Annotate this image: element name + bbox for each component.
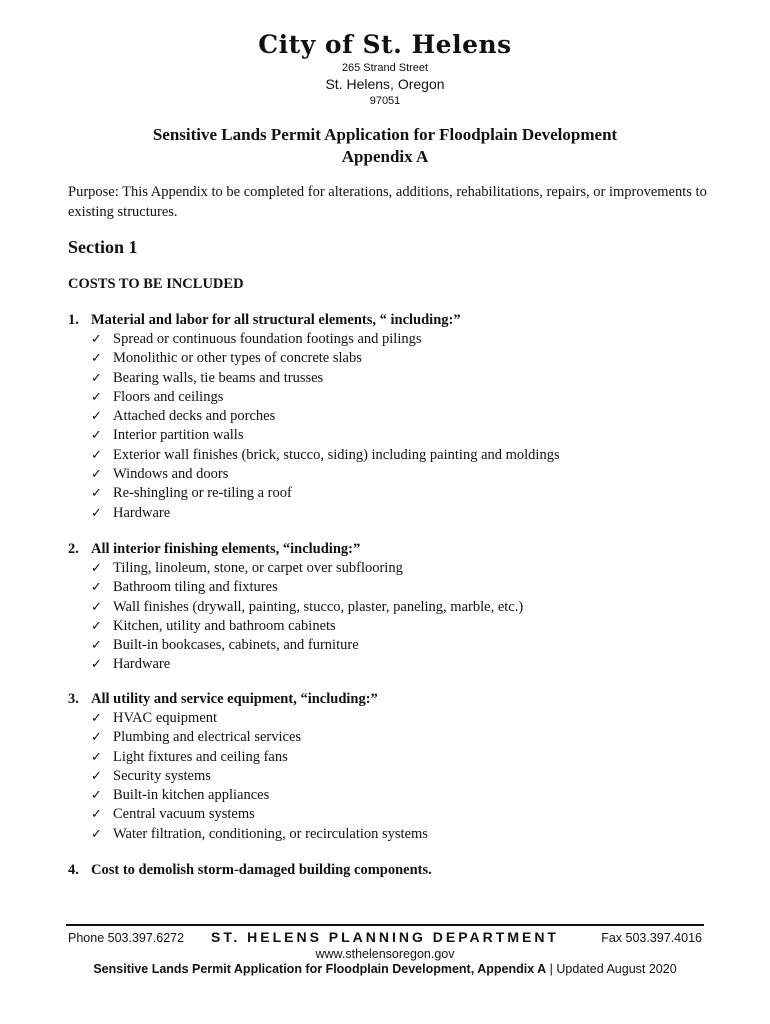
letterhead — [0, 30, 770, 108]
checkmark-icon: ✓ — [91, 730, 102, 746]
checkmark-icon: ✓ — [91, 638, 102, 654]
list-item: ✓ Security systems — [68, 767, 708, 786]
checkmark-icon: ✓ — [91, 788, 102, 804]
city-name: City of St. Helens — [258, 30, 512, 59]
checkmark-icon: ✓ — [91, 599, 102, 615]
checkmark-icon: ✓ — [91, 657, 102, 673]
title-line-2: Appendix A — [341, 147, 429, 166]
group-title — [68, 690, 708, 709]
cost-group-4 — [68, 861, 708, 880]
street-address: 265 Strand Street — [341, 62, 429, 74]
list-item: ✓ Water filtration, conditioning, or recirculation systems — [68, 825, 708, 844]
footer-separator: | — [549, 962, 553, 976]
footer-divider — [66, 924, 704, 926]
list-item: ✓ Exterior wall finishes (brick, stucco, siding) including painting and moldings — [68, 446, 708, 465]
list-item: ✓ HVAC equipment — [68, 709, 708, 728]
group-title-text: Material and labor for all structural elements, “ including:” — [91, 312, 461, 328]
city-state: St. Helens, Oregon — [325, 76, 445, 92]
list-item: ✓ Re-shingling or re-tiling a roof — [68, 484, 708, 503]
checkmark-icon: ✓ — [91, 768, 102, 784]
list-item: ✓ Interior partition walls — [68, 426, 708, 445]
list-item: ✓ Windows and doors — [68, 465, 708, 484]
group-number: 2. — [68, 541, 79, 557]
footer-website: www.sthelensoregon.gov — [315, 947, 455, 961]
footer-department: ST. HELENS PLANNING DEPARTMENT — [211, 929, 559, 945]
checkmark-icon: ✓ — [91, 486, 102, 502]
list-item: ✓ Floors and ceilings — [68, 388, 708, 407]
group-number: 1. — [68, 312, 79, 328]
checkmark-icon: ✓ — [91, 409, 102, 425]
checkmark-icon: ✓ — [91, 351, 102, 367]
footer-document-line — [0, 962, 770, 976]
checkmark-icon: ✓ — [91, 332, 102, 347]
checkmark-icon: ✓ — [91, 428, 102, 444]
document-title — [0, 124, 770, 168]
list-item: ✓ Wall finishes (drywall, painting, stucco, plaster, paneling, marble, etc.) — [68, 598, 708, 617]
checkmark-icon: ✓ — [91, 580, 102, 596]
checkmark-icon: ✓ — [91, 711, 102, 726]
costs-heading: COSTS TO BE INCLUDED — [68, 276, 244, 292]
checkmark-icon: ✓ — [91, 561, 102, 576]
checklist — [68, 330, 708, 523]
checkmark-icon: ✓ — [91, 467, 102, 483]
checkmark-icon: ✓ — [91, 370, 102, 386]
zip-code: 97051 — [369, 95, 401, 107]
footer-updated: Updated August 2020 — [556, 962, 677, 976]
checkmark-icon: ✓ — [91, 389, 102, 405]
group-title-text: All utility and service equipment, “including:” — [91, 691, 378, 707]
cost-group-1 — [68, 311, 708, 523]
checklist — [68, 709, 708, 844]
list-item: ✓ Kitchen, utility and bathroom cabinets — [68, 617, 708, 636]
list-item: ✓ Bearing walls, tie beams and trusses — [68, 369, 708, 388]
group-number: 4. — [68, 862, 79, 878]
list-item: ✓ Central vacuum systems — [68, 805, 708, 824]
group-number: 3. — [68, 691, 79, 707]
group-title — [68, 540, 708, 559]
group-title-text: All interior finishing elements, “including:” — [91, 541, 361, 557]
list-item: ✓ Hardware — [68, 655, 708, 674]
footer-phone: Phone 503.397.6272 — [68, 931, 185, 945]
list-item: ✓ Bathroom tiling and fixtures — [68, 578, 708, 597]
checkmark-icon: ✓ — [91, 618, 102, 634]
cost-group-2 — [68, 540, 708, 675]
footer-doc-title: Sensitive Lands Permit Application for Floodplain Development, Appendix A — [93, 962, 547, 976]
footer-fax: Fax 503.397.4016 — [601, 931, 702, 945]
group-title — [68, 861, 708, 880]
section-heading: Section 1 — [68, 237, 138, 257]
checkmark-icon: ✓ — [91, 826, 102, 842]
group-title-text: Cost to demolish storm-damaged building components. — [91, 862, 432, 878]
list-item: ✓ Light fixtures and ceiling fans — [68, 748, 708, 767]
footer-contact-row — [68, 929, 702, 947]
title-line-1: Sensitive Lands Permit Application for Floodplain Development — [152, 125, 618, 144]
group-title — [68, 311, 708, 330]
cost-group-3 — [68, 690, 708, 844]
checkmark-icon: ✓ — [91, 447, 102, 463]
list-item: ✓ Monolithic or other types of concrete slabs — [68, 349, 708, 368]
list-item: ✓ Plumbing and electrical services — [68, 728, 708, 747]
purpose-paragraph: Purpose: This Appendix to be completed for alterations, additions, rehabilitations, repairs, or improvements to existing structures. — [68, 184, 707, 220]
list-item: ✓ Tiling, linoleum, stone, or carpet over subflooring — [68, 559, 708, 578]
checklist — [68, 559, 708, 675]
list-item: ✓ Attached decks and porches — [68, 407, 708, 426]
list-item: ✓ Spread or continuous foundation footings and pilings — [68, 330, 708, 349]
list-item: ✓ Built-in kitchen appliances — [68, 786, 708, 805]
checkmark-icon: ✓ — [91, 749, 102, 765]
checkmark-icon: ✓ — [91, 505, 102, 521]
list-item: ✓ Hardware — [68, 504, 708, 523]
list-item: ✓ Built-in bookcases, cabinets, and furniture — [68, 636, 708, 655]
checkmark-icon: ✓ — [91, 807, 102, 823]
